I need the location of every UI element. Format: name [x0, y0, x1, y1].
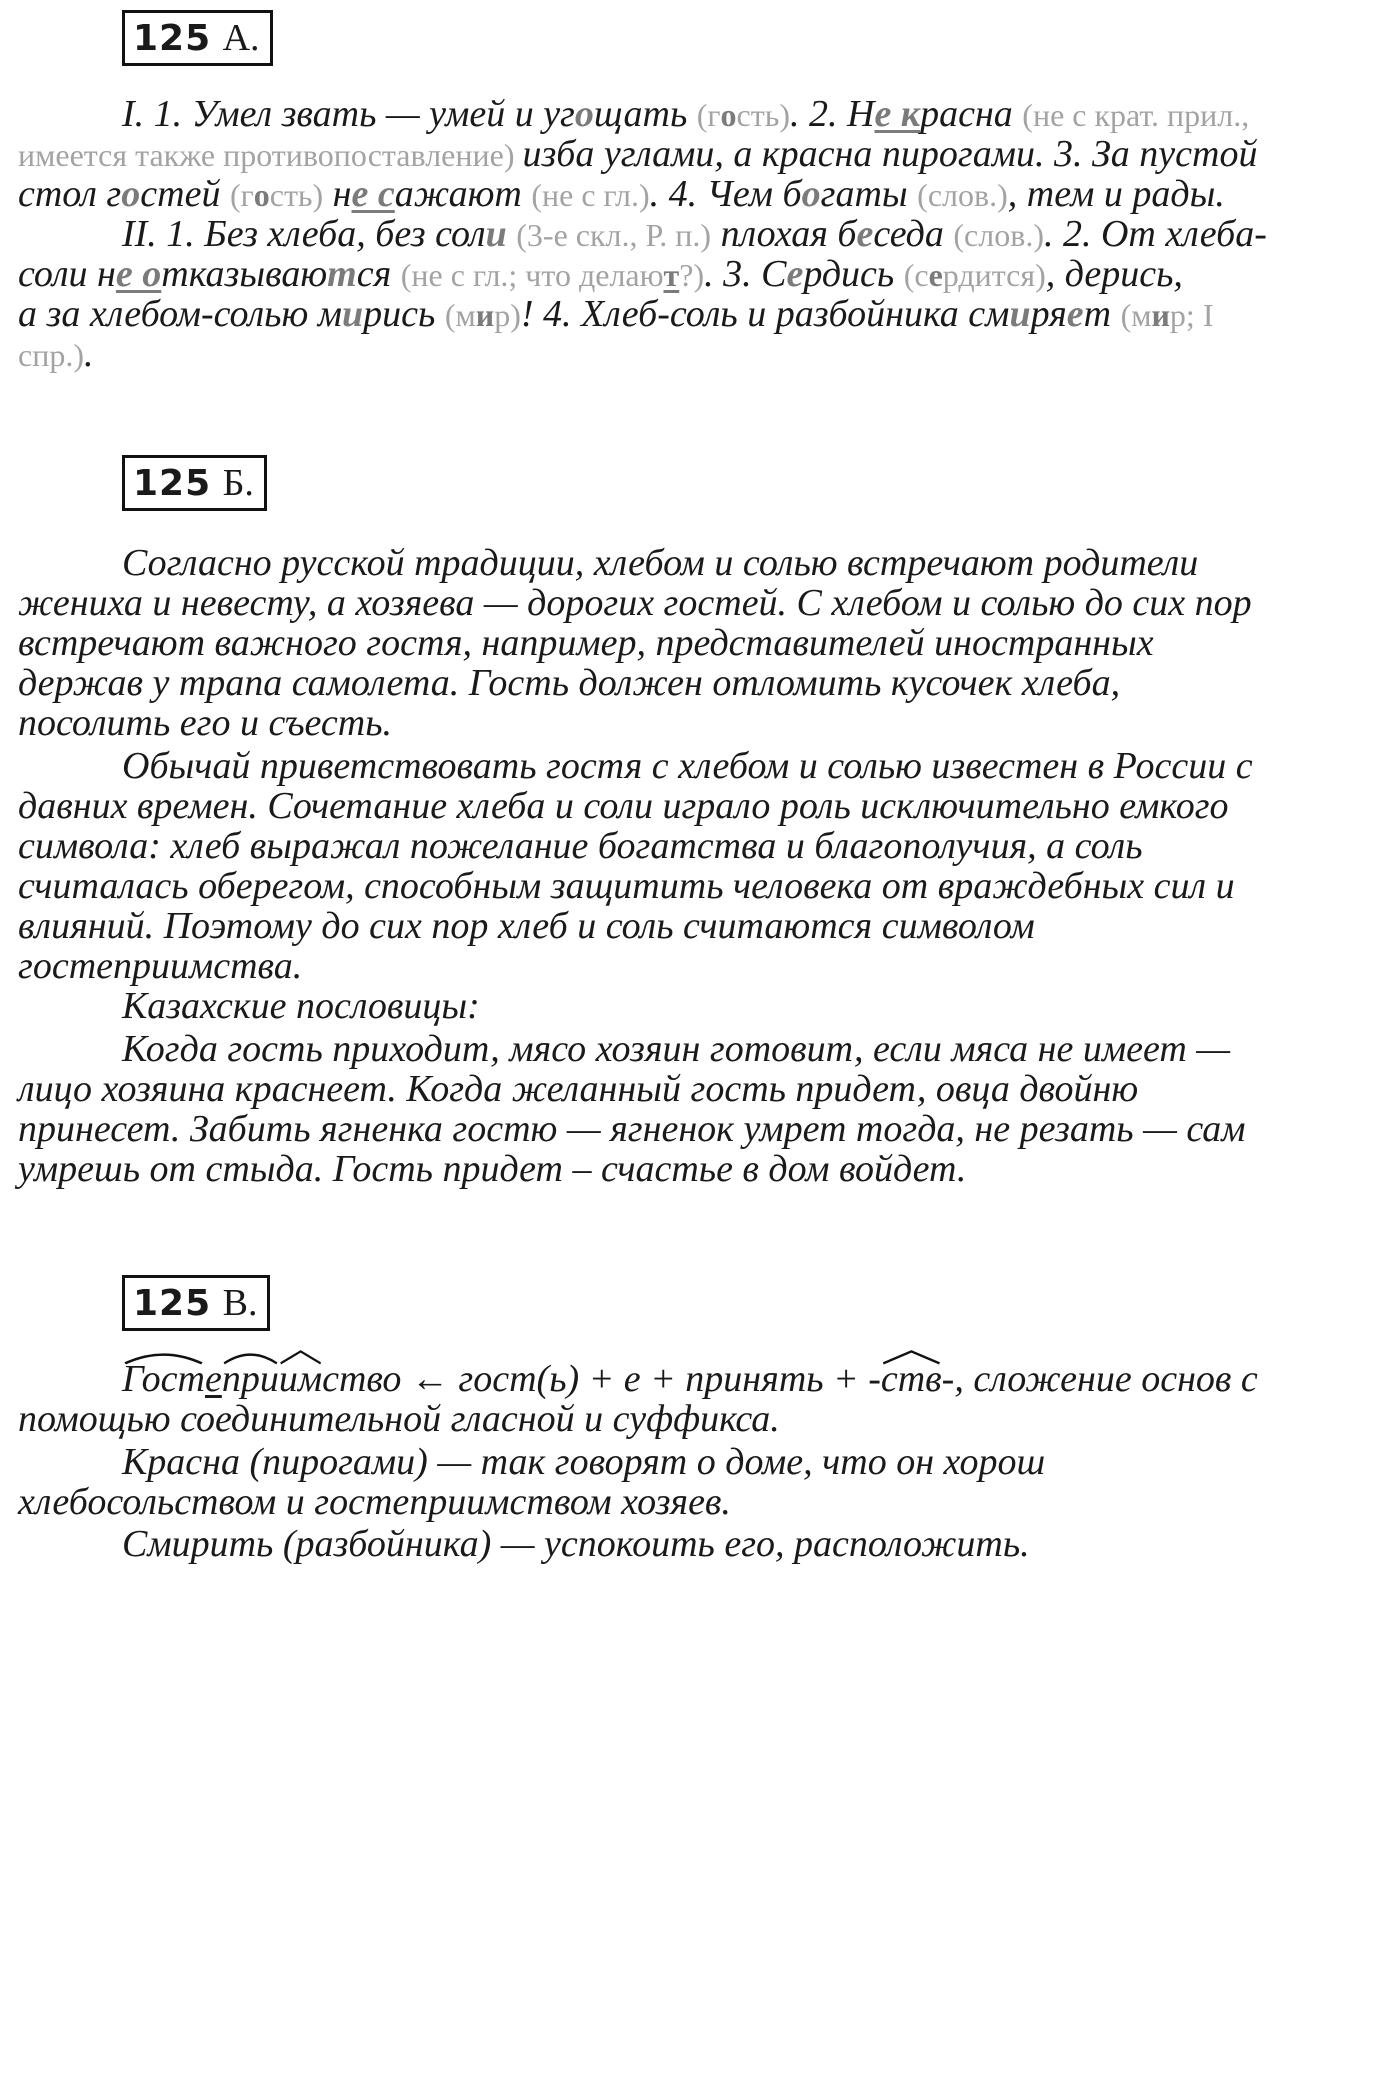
text-run: Гост: [122, 1358, 205, 1400]
text-run: (г: [696, 97, 721, 133]
text-run: рдится): [942, 257, 1046, 293]
grammar-note: спр.): [18, 337, 84, 373]
morpheme-root: [122, 1357, 205, 1401]
highlighted-letter: и: [485, 213, 507, 255]
text-run: р): [494, 297, 521, 333]
text-run: стол г: [18, 173, 122, 215]
highlighted-letter: е: [786, 253, 804, 295]
grammar-note: [445, 297, 521, 333]
text-line: встречают важного гостя, например, представителей иностранных: [18, 622, 1154, 664]
grammar-note: [904, 257, 1046, 293]
text-line: Смирить (разбойника) — успокоить его, расположить.: [122, 1523, 1030, 1565]
highlighted-letter: е: [1066, 293, 1084, 335]
text-run: (м: [444, 297, 476, 333]
text-run: ство: [322, 1358, 402, 1400]
grammar-note: [401, 257, 704, 293]
suffix-mark: [279, 1349, 322, 1365]
highlighted-letter: е: [928, 257, 943, 293]
text-run: ся: [356, 253, 401, 295]
highlighted-letters: е с: [351, 173, 395, 215]
highlighted-letters: е о: [115, 253, 162, 295]
text-run: (г: [229, 177, 254, 213]
text-run: стей: [140, 173, 230, 215]
highlighted-letter: о: [253, 177, 270, 213]
text-line: символа: хлеб выражал пожелание богатства и благополучия, а соль: [18, 825, 1143, 867]
text-line: [18, 332, 93, 376]
text-run: им: [278, 1358, 323, 1400]
text-run: рись: [363, 293, 445, 335]
morpheme-root: [222, 1357, 279, 1401]
morpheme-connector: е: [204, 1358, 222, 1400]
exercise-number: 125: [133, 1283, 212, 1324]
grammar-note: [697, 97, 790, 133]
exercise-letter: В.: [222, 1282, 258, 1324]
grammar-note: (3-е скл., Р. п.): [516, 217, 712, 253]
text-line: [122, 1357, 1258, 1401]
text-run: н: [323, 173, 352, 215]
text-line: помощью соединительной гласной и суффикса.: [18, 1398, 780, 1440]
highlighted-letter: о: [801, 173, 821, 215]
text-run: изба углами, а красна пирогами. 3. За пустой: [522, 133, 1258, 175]
text-run: . 2. От хлеба-: [1043, 213, 1267, 255]
highlighted-letter: и: [475, 297, 495, 333]
text-run: ← гост(ь) + е + принять + -: [401, 1358, 881, 1400]
text-line: [122, 212, 1267, 256]
text-line: [122, 92, 1249, 136]
highlighted-letter: и: [1151, 297, 1170, 333]
text-run: I. 1. Умел звать — умей и уг: [122, 93, 575, 135]
highlighted-letters: е к: [874, 93, 921, 135]
text-run: расна: [920, 93, 1023, 135]
suffix-mark: [881, 1349, 942, 1365]
text-run: (м: [1120, 297, 1152, 333]
exercise-number-125b: [122, 455, 267, 511]
text-line: Когда гость приходит, мясо хозяин готовит, если мяса не имеет —: [122, 1028, 1231, 1070]
grammar-note: [1121, 297, 1214, 333]
exercise-letter: Б.: [222, 462, 254, 504]
text-run: .: [83, 333, 94, 375]
text-run: а за хлебом-солью м: [18, 293, 343, 335]
text-line: лицо хозяина краснеет. Когда желанный гость придет, овца двойню: [18, 1068, 1139, 1110]
text-run: [507, 213, 517, 255]
text-line: Согласно русской традиции, хлебом и солью встречают родители: [122, 542, 1199, 584]
highlighted-letter: о: [574, 93, 594, 135]
text-line: [18, 252, 1183, 296]
text-run: ?): [679, 257, 705, 293]
morpheme-suffix: [881, 1357, 942, 1401]
exercise-number: 125: [133, 18, 212, 59]
text-line: хлебосольством и гостеприимством хозяев.: [18, 1481, 731, 1523]
text-run: . 4. Чем б: [649, 173, 802, 215]
highlighted-letter: о: [720, 97, 737, 133]
grammar-note: (слов.): [917, 177, 1008, 213]
text-run: сть): [269, 177, 324, 213]
highlighted-letter: е: [856, 213, 874, 255]
text-run: р; I: [1169, 297, 1214, 333]
text-run: (с: [903, 257, 929, 293]
text-run: тказываю: [161, 253, 328, 295]
text-line: Казахские пословицы:: [122, 985, 480, 1027]
text-line: [18, 292, 1213, 336]
text-line: [18, 132, 1257, 176]
text-line: принесет. Забить ягненка гостю — ягненок умрет тогда, не резать — сам: [18, 1108, 1246, 1150]
text-run: соли н: [18, 253, 116, 295]
text-run: . 2. Н: [789, 93, 875, 135]
grammar-note: [230, 177, 323, 213]
text-run: ! 4. Хлеб-соль и разбойника см: [520, 293, 1010, 335]
text-run: гаты: [820, 173, 918, 215]
text-line: Красна (пирогами) — так говорят о доме, что он хорош: [122, 1441, 1046, 1483]
morpheme-suffix: [279, 1357, 322, 1401]
highlighted-letter: т: [327, 253, 357, 295]
text-run: (не с гл.; что делаю: [400, 257, 664, 293]
highlighted-letter: и: [1009, 293, 1031, 335]
text-run: седа: [873, 213, 954, 255]
text-line: давних времен. Сочетание хлеба и соли играло роль исключительно емкого: [18, 785, 1229, 827]
text-line: посолить его и съесть.: [18, 702, 393, 744]
grammar-note: (не с крат. прил.,: [1022, 97, 1250, 133]
text-run: -, сложение основ с: [941, 1358, 1258, 1400]
root-arc-mark: [222, 1349, 279, 1365]
text-line: гостеприимства.: [18, 945, 303, 987]
exercise-number-125c: [122, 1275, 270, 1331]
exercise-number: 125: [133, 463, 212, 504]
text-run: ря: [1030, 293, 1067, 335]
highlighted-letter: о: [121, 173, 141, 215]
text-run: щать: [593, 93, 697, 135]
text-line: умрешь от стыда. Гость придет – счастье в дом войдет.: [18, 1148, 967, 1190]
text-run: сть): [736, 97, 790, 133]
text-run: , дерись,: [1045, 253, 1183, 295]
text-line: держав у трапа самолета. Гость должен отломить кусочек хлеба,: [18, 662, 1121, 704]
grammar-note: (не с гл.): [531, 177, 650, 213]
text-run: , тем и рады.: [1007, 173, 1225, 215]
root-arc-mark: [122, 1349, 205, 1365]
exercise-number-125a: [122, 10, 273, 66]
text-line: Обычай приветствовать гостя с хлебом и солью известен в России с: [122, 745, 1253, 787]
grammar-note: (слов.): [953, 217, 1044, 253]
text-run: ств: [880, 1358, 942, 1400]
text-line: влияний. Поэтому до сих пор хлеб и соль считаются символом: [18, 905, 1035, 947]
text-run: т: [1083, 293, 1121, 335]
text-line: считалась оберегом, способным защитить человека от враждебных сил и: [18, 865, 1235, 907]
text-run: II. 1. Без хлеба, без сол: [122, 213, 486, 255]
text-run: рдись: [803, 253, 904, 295]
text-line: [18, 172, 1225, 216]
grammar-note: имеется также противопоставление): [18, 137, 523, 173]
highlighted-letter: т: [663, 257, 680, 293]
exercise-letter: А.: [222, 17, 260, 59]
text-run: . 3. С: [704, 253, 787, 295]
text-run: ажают: [394, 173, 532, 215]
highlighted-letter: и: [342, 293, 364, 335]
text-line: жениха и невесту, а хозяева — дорогих гостей. С хлебом и солью до сих пор: [18, 582, 1252, 624]
text-run: при: [221, 1358, 279, 1400]
text-run: плохая б: [711, 213, 857, 255]
